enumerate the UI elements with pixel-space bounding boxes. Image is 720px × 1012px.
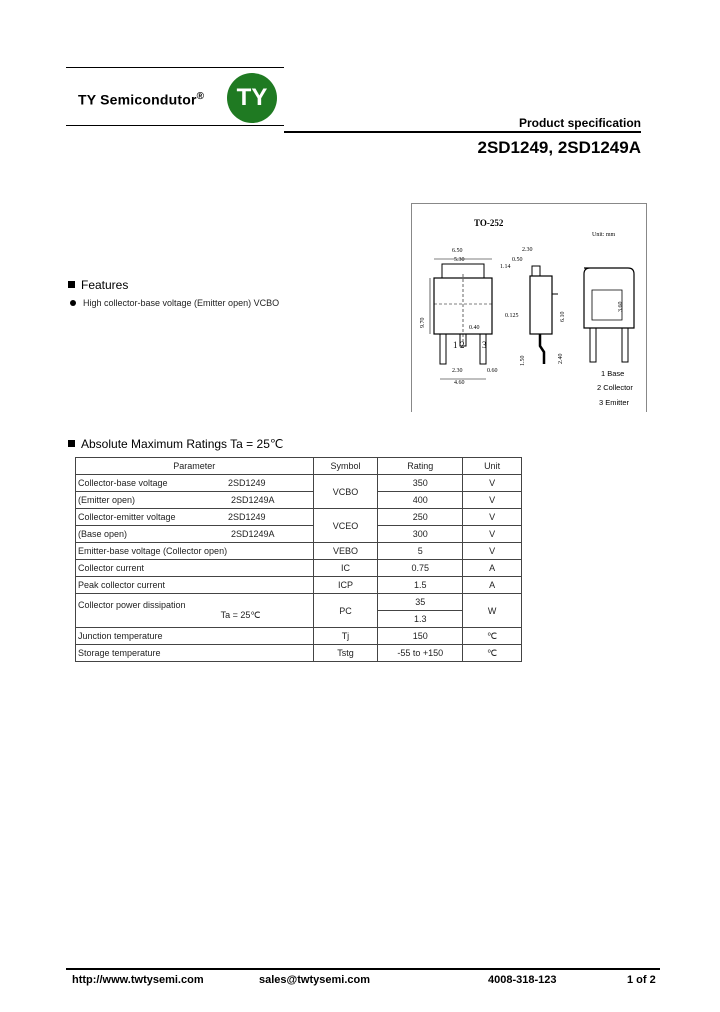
rating-cell: 150 [378,628,463,645]
unit-cell: V [463,509,522,526]
dim-3-60: 3.60 [618,301,624,312]
pin-collector-label: 2 Collector [597,383,633,392]
symbol-cell: VEBO [313,543,378,560]
square-bullet-icon [68,281,75,288]
table-row [76,560,522,577]
brand-name: TY Semicondutor® [78,91,205,108]
unit-cell: ℃ [463,645,522,662]
unit-label: Unit: mm [592,232,616,238]
param-cell: Junction temperature [76,628,314,645]
round-bullet-icon [70,300,76,306]
table-row [76,509,522,526]
unit-cell: A [463,577,522,594]
dim-0-125: 0.125 [505,313,519,319]
rating-cell: 300 [378,526,463,543]
dim-6-10: 6.10 [560,311,566,322]
rating-cell: 35 [378,594,463,611]
square-bullet-icon [68,440,75,447]
symbol-cell: IC [313,560,378,577]
symbol-cell: Tj [313,628,378,645]
table-row [76,628,522,645]
table-header-row [76,458,522,475]
page-number: 1 of 2 [627,974,656,986]
email-link[interactable]: sales@twtysemi.com [259,974,370,986]
symbol-cell: VCBO [313,475,378,509]
unit-cell: V [463,475,522,492]
dim-2-40: 2.40 [558,353,564,364]
dim-0-50: 0.50 [512,257,523,263]
dim-1-14: 1.14 [500,264,511,270]
param-cell: Peak collector current [76,577,314,594]
unit-cell: A [463,560,522,577]
rating-cell: 1.5 [378,577,463,594]
package-drawing [411,203,647,412]
dim-0-40: 0.40 [469,325,480,331]
ratings-heading: Absolute Maximum Ratings Ta = 25℃ [68,437,283,451]
rating-cell: 250 [378,509,463,526]
phone-number: 4008-318-123 [488,974,557,986]
footer-rule [66,968,660,970]
dim-1-50: 1.50 [520,355,526,366]
table-row [76,526,522,543]
unit-cell: V [463,492,522,509]
symbol-cell: ICP [313,577,378,594]
to252-outline-drawing [412,204,646,412]
param-cell: (Emitter open) 2SD1249A [76,492,314,509]
unit-cell: ℃ [463,628,522,645]
website-link[interactable]: http://www.twtysemi.com [72,974,204,986]
unit-cell: V [463,543,522,560]
table-row [76,492,522,509]
pin-label-3: 3 [482,340,487,350]
table-row [76,594,522,611]
product-specification-label: Product specification [518,116,641,130]
column-header: Symbol [313,458,378,475]
rating-cell: 5 [378,543,463,560]
param-cell: Emitter-base voltage (Collector open) [76,543,314,560]
features-heading: Features [68,278,128,292]
rating-cell: 400 [378,492,463,509]
param-cell: Collector power dissipation Ta = 25℃ [76,594,314,628]
dim-5-30: 5.30 [454,257,465,263]
param-cell: Storage temperature [76,645,314,662]
table-row [76,475,522,492]
param-cell: Collector-emitter voltage 2SD1249 [76,509,314,526]
rating-cell: 1.3 [378,611,463,628]
rating-cell: 0.75 [378,560,463,577]
dim-9-70: 9.70 [420,317,426,328]
unit-cell: V [463,526,522,543]
pin-base-label: 1 Base [601,369,625,378]
table-row [76,543,522,560]
ty-logo: TY [227,73,277,123]
symbol-cell: Tstg [313,645,378,662]
dim-0-60: 0.60 [487,368,498,374]
ratings-table [75,457,522,662]
dim-2-30-pitch: 2.30 [452,368,463,374]
dim-6-50: 6.50 [452,248,463,254]
pin-label-1: 1 [453,340,458,350]
unit-cell: W [463,594,522,628]
symbol-cell: VCEO [313,509,378,543]
rating-cell: 350 [378,475,463,492]
table-row [76,577,522,594]
dim-4-60: 4.60 [454,380,465,386]
pin-emitter-label: 3 Emitter [599,398,630,407]
package-name: TO-252 [474,218,504,228]
param-cell: Collector current [76,560,314,577]
feature-item: High collector-base voltage (Emitter open) VCBO [70,298,279,308]
header-mid-rule [66,125,284,126]
param-cell: (Base open) 2SD1249A [76,526,314,543]
pin-label-2: 2 [460,340,465,350]
param-cell: Collector-base voltage 2SD1249 [76,475,314,492]
dim-2-30: 2.30 [522,247,533,253]
symbol-cell: PC [313,594,378,628]
part-number-title: 2SD1249, 2SD1249A [477,138,641,157]
column-header: Unit [463,458,522,475]
rating-cell: -55 to +150 [378,645,463,662]
column-header: Parameter [76,458,314,475]
column-header: Rating [378,458,463,475]
table-row [76,645,522,662]
title-rule [284,131,641,133]
header-top-rule [66,67,284,68]
